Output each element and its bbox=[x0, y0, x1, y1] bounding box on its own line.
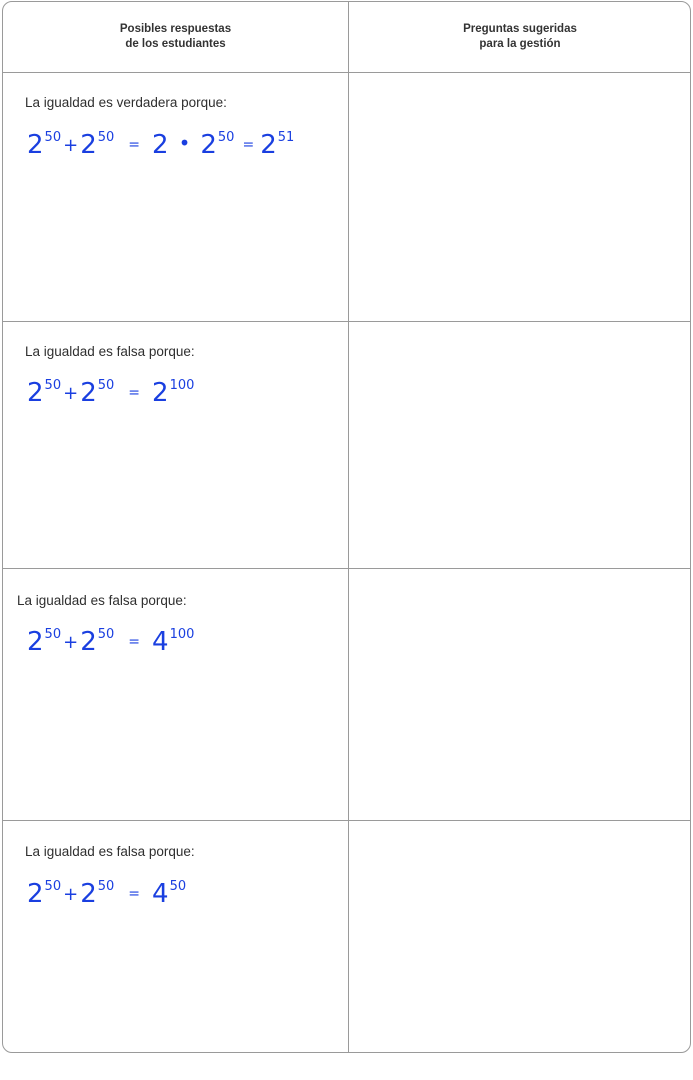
response-row-4 bbox=[3, 821, 348, 1053]
handwritten-expression: $2^{50} +2^{50} = 4^{50}$ bbox=[27, 879, 187, 909]
response-label: La igualdad es falsa porque: bbox=[25, 844, 195, 859]
response-row-2 bbox=[3, 322, 348, 568]
header-left-label: Posibles respuestas de los estudiantes bbox=[119, 23, 232, 50]
handwritten-expression: $2^{50} +2^{50} = 2$ • $2^{50} = 2^{51}$ bbox=[27, 130, 295, 160]
response-label: La igualdad es falsa porque: bbox=[17, 593, 187, 608]
handwritten-expression: $2^{50} +2^{50} = 4^{100}$ bbox=[27, 627, 195, 657]
header-suggested-questions bbox=[349, 2, 691, 72]
header-student-responses bbox=[3, 2, 348, 72]
header-right-label: Preguntas sugeridas para la gestión bbox=[463, 23, 577, 50]
handwritten-expression: $2^{50} +2^{50} = 2^{100}$ bbox=[27, 378, 195, 408]
responses-table bbox=[2, 1, 691, 1053]
response-row-1 bbox=[3, 73, 348, 321]
response-label: La igualdad es verdadera porque: bbox=[25, 95, 227, 110]
response-label: La igualdad es falsa porque: bbox=[25, 344, 195, 359]
column-divider bbox=[348, 2, 349, 1052]
response-row-3 bbox=[3, 569, 348, 820]
